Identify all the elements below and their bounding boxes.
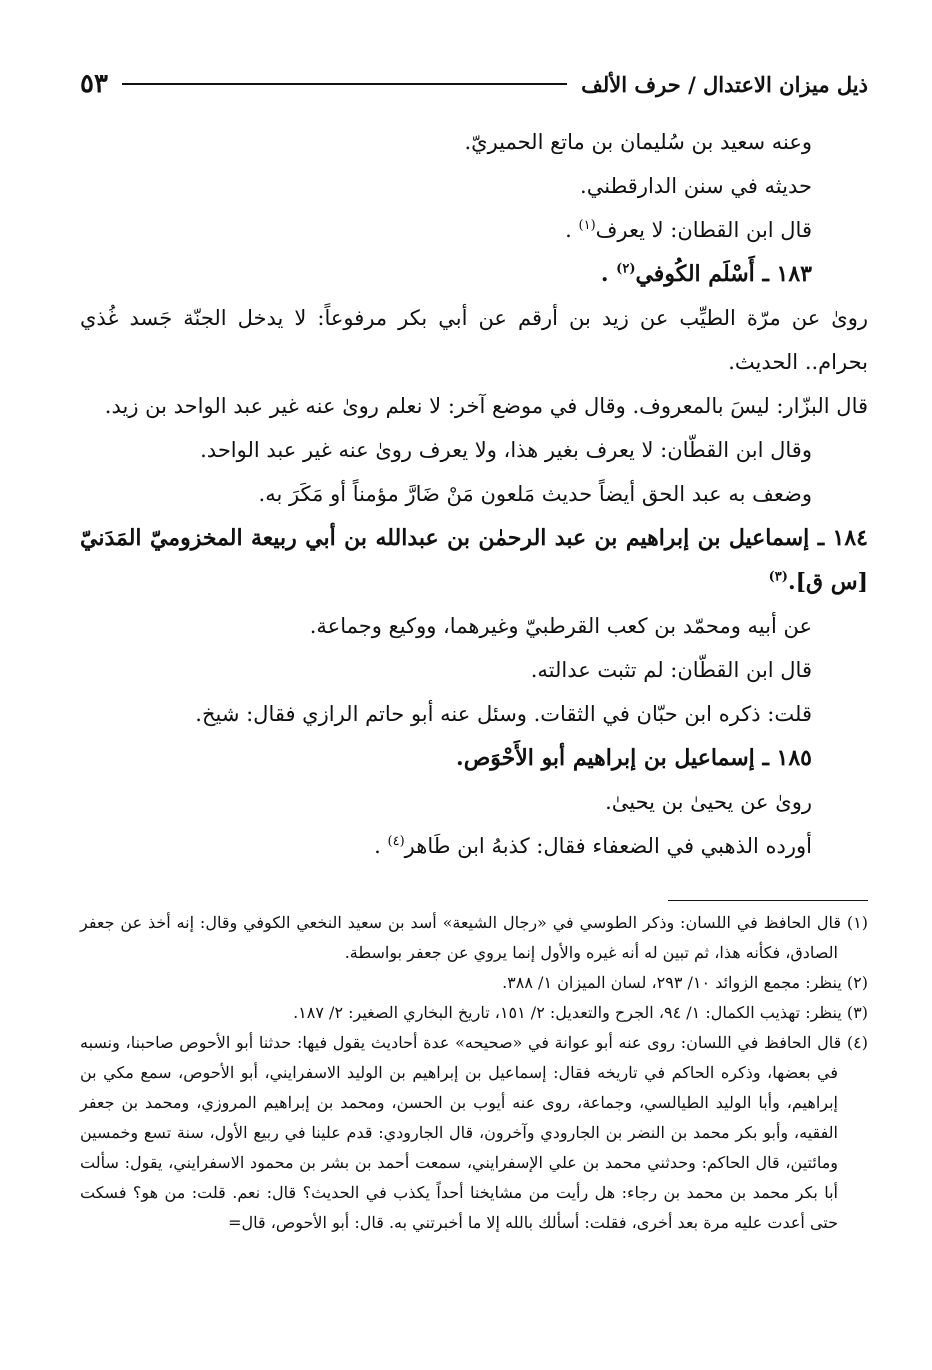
- footnote-ref: (٢): [616, 261, 636, 277]
- paragraph: قال ابن القطّان: لم تثبت عدالته.: [530, 658, 812, 682]
- entry-heading-184: ١٨٤ ـ إسماعيل بن إبراهيم بن عبد الرحمٰن بن عبدالله بن أبي ربيعة المخزوميّ المَدَنيّ [س ق].$^{(٣)}$: [80, 525, 868, 595]
- footnote-ref: (٤): [387, 834, 405, 849]
- footnote-1: (١) قال الحافظ في اللسان: وذكر الطوسي في «رجال الشيعة» أسد بن سعيد النخعي الكوفي وقال: إنه أخذ عن جعفر الصادق، فكأنه هذا، ثم تبين له أنه غيره والأول إنما يروي عن جعفر بواسطة.: [80, 913, 868, 962]
- text-line: قال ابن القطان: لا يعرف$^{(١)}$ .: [565, 218, 812, 242]
- paragraph: عن أبيه ومحمّد بن كعب القرطبيّ وغيرهما، ووكيع وجماعة.: [309, 614, 812, 638]
- main-text: [80, 120, 868, 868]
- text-line: وعنه سعيد بن سُليمان بن ماتع الحميريّ.: [464, 130, 812, 154]
- header-rule: [122, 83, 567, 85]
- paragraph: أورده الذهبي في الضعفاء فقال: كذبهُ ابن طَاهر$^{(٤)}$ .: [374, 834, 812, 858]
- footnote-ref: (١): [578, 218, 596, 233]
- footnotes: [80, 908, 868, 1238]
- header-title: ذيل ميزان الاعتدال / حرف الألف: [581, 71, 868, 97]
- paragraph: روىٰ عن يحيىٰ بن يحيىٰ.: [605, 790, 812, 814]
- footnote-divider: [668, 900, 868, 901]
- paragraph: وقال ابن القطّان: لا يعرف بغير هذا، ولا يعرف روىٰ عنه غير عبد الواحد.: [200, 438, 812, 462]
- text-line: حديثه في سنن الدارقطني.: [580, 174, 812, 198]
- paragraph: وضعف به عبد الحق أيضاً حديث مَلعون مَنْ ضَارَّ مؤمناً أو مَكَرَ به.: [258, 482, 812, 506]
- footnote-ref: (٣): [768, 569, 788, 585]
- footnote-3: (٣) ينظر: تهذيب الكمال: ١/ ٩٤، الجرح والتعديل: ٢/ ١٥١، تاريخ البخاري الصغير: ٢/ ١٨٧.: [293, 1003, 868, 1022]
- paragraph: قال البزّار: ليسَ بالمعروف. وقال في موضع آخر: لا نعلم روىٰ عنه غير عبد الواحد بن زيد.: [104, 394, 868, 418]
- entry-heading-185: ١٨٥ ـ إسماعيل بن إبراهيم أبو الأَحْوَص.: [456, 745, 812, 771]
- paragraph: قلت: ذكره ابن حبّان في الثقات. وسئل عنه أبو حاتم الرازي فقال: شيخ.: [195, 702, 812, 726]
- footnote-2: (٢) ينظر: مجمع الزوائد ١٠/ ٢٩٣، لسان الميزان ١/ ٣٨٨.: [502, 973, 868, 992]
- footnote-4: (٤) قال الحافظ في اللسان: روى عنه أبو عوانة في «صحيحه» عدة أحاديث يقول فيها: حدثنا أبو الأحوص صاحبنا، ونسبه في بعضها، وذكره الحاكم في تاريخه فقال: إسماعيل بن إبراهيم بن الوليد الاسفرايني، أبو الأحوص، سمع مكي بن إبراهيم، وأبا الوليد الطيالسي، وجماعة، روى عنه أيوب بن الحسن، ومحمد بن إبراهيم المروزي، ومحمد بن جعفر الفقيه، وأبو بكر محمد بن النضر بن الجارودي وآخرون، قال الجارودي: قدم علينا في ربيع الأول، سنة تسع وخمسين ومائتين، قال الحاكم: وحدثني محمد بن علي الإسفرايني، سمعت أحمد بن بشر بن محمود الاسفرايني، يقول: سألت أبا بكر محمد بن محمد بن رجاء: هل رأيت من مشايخنا أحداً يكذب في الحديث؟ قال: نعم. قلت: من هو؟ فسكت حتى أعدت عليه مرة بعد أخرى، فقلت: أسألك بالله إلا ما أخبرتني به. قال: أبو الأحوص، قال=: [80, 1033, 868, 1232]
- entry-heading-183: ١٨٣ ـ أَسْلَم الكُوفي$^{(٢)}$ .: [600, 261, 812, 287]
- page-number: ٥٣: [80, 69, 108, 99]
- paragraph: روىٰ عن مرّة الطيِّب عن زيد بن أرقم عن أبي بكر مرفوعاً: لا يدخل الجنّة جَسد غُذي بحرام.. الحديث.: [80, 306, 868, 374]
- running-header: [80, 64, 868, 104]
